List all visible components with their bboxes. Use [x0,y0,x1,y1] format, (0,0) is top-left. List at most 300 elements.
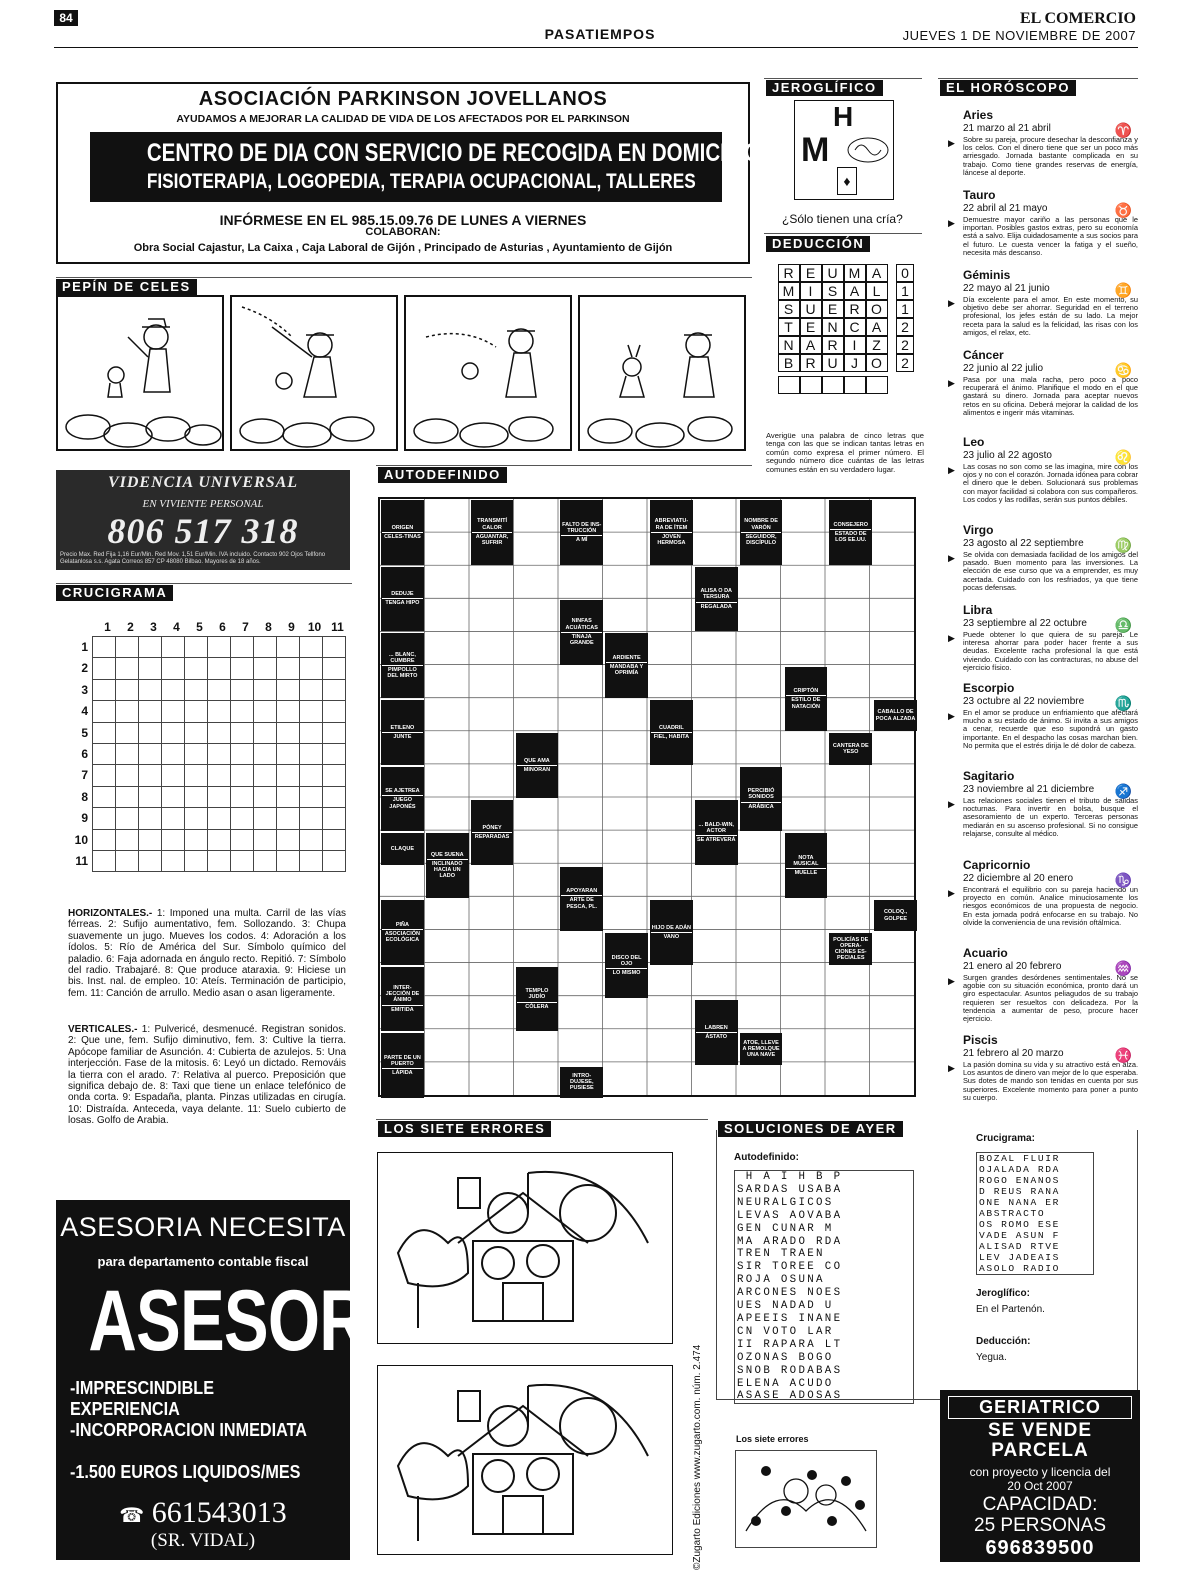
crucigrama-cell[interactable] [116,637,139,658]
clue-text: SEGUIDOR, DISCÍPULO [741,532,782,547]
clue-text: FIEL, HABITA [651,732,692,741]
deduccion-letter: E [800,318,822,336]
deduccion-letter: O [866,354,888,372]
autodefinido-clue [829,933,872,964]
crucigrama-cell[interactable] [231,786,254,807]
deduccion-letter: A [800,336,822,354]
sol-autodefinido-row: SNOB RODABAS [737,1364,843,1377]
crucigrama-cell[interactable] [300,679,323,700]
clue-text: ARÁBICA [741,802,782,811]
sol-autodefinido-row: ELENA ACUDO [737,1377,834,1390]
crucigrama-cell[interactable] [300,722,323,743]
crucigrama-cell[interactable] [208,808,231,829]
crucigrama-cell[interactable] [93,850,116,871]
crucigrama-cell[interactable] [162,701,185,722]
crucigrama-cell[interactable] [277,658,300,679]
clue-text: CABALLO DE POCA ALZADA [875,709,916,722]
crucigrama-cell[interactable] [300,850,323,871]
crucigrama-cell[interactable] [300,637,323,658]
crucigrama-cell[interactable] [185,701,208,722]
crucigrama-cell[interactable] [277,637,300,658]
clue-text: CLAQUE [390,845,415,852]
crucigrama-cell[interactable] [300,786,323,807]
sol-autodefinido-row: UES NADAD U [737,1300,834,1313]
crucigrama-cell[interactable] [231,679,254,700]
crucigrama-cell[interactable] [323,722,346,743]
deduccion-letter: U [800,300,822,318]
crucigrama-cell[interactable] [208,765,231,786]
clue-text: REGALADA [696,602,737,611]
asesor-line2: para departamento contable fiscal [97,1254,309,1269]
crucigrama-cell[interactable] [116,679,139,700]
sol-crucigrama-row: D REUS RANA [979,1186,1060,1197]
crucigrama-cell[interactable] [254,743,277,764]
deduccion-letter: I [800,282,822,300]
clue-text: JUNTE [382,732,423,741]
sign-text: Demuestre mayor cariño a las personas que le importan. Posibles gastos extras, pero su economía está a salvo. Elija cuidadosamente a sus socios para el futuro. Le cuesta vencer la fatiga y el sueño, necesita más descanso. [963,215,1138,257]
sign-name: Capricornio [963,858,1031,872]
crucigrama-cell[interactable] [300,743,323,764]
crucigrama-cell[interactable] [185,808,208,829]
crucigrama-cell[interactable] [323,658,346,679]
crucigrama-cell[interactable] [323,808,346,829]
crucigrama-cell[interactable] [254,808,277,829]
crucigrama-cell[interactable] [185,637,208,658]
clue-text: VANO [651,932,692,941]
crucigrama-cell[interactable] [185,722,208,743]
crucigrama-row-label: 6 [81,747,88,761]
horoscope-sign [948,268,1138,337]
deduccion-answer-cell[interactable] [866,376,888,394]
clue-text: A MÍ [561,535,602,544]
crucigrama-cell[interactable] [116,786,139,807]
sol-crucigrama-row: VADE ASUN F [979,1230,1060,1241]
crucigrama-cell[interactable] [323,829,346,850]
autodefinido-clue [740,767,783,832]
sol-crucigrama-row: ASOLO RADIO [979,1263,1060,1274]
crucigrama-cell[interactable] [208,701,231,722]
deduccion-score: 2 [896,354,914,372]
jeroglifico-rule [764,78,922,79]
deduccion-letter: U [822,264,844,282]
crucigrama-col-label: 7 [242,620,249,634]
sign-dates: 23 octubre al 22 noviembre [963,696,1085,707]
deduccion-letter: I [844,336,866,354]
crucigrama-cell[interactable] [277,808,300,829]
deduccion-heading: DEDUCCIÓN [766,236,870,252]
autodefinido-clue [471,500,514,565]
jeroglifico-question: ¿Sólo tienen una cría? [782,212,903,226]
comic-strip [56,295,746,453]
errores-rule [376,1119,708,1120]
sign-dates: 23 agosto al 22 septiembre [963,538,1084,549]
deduccion-letter: N [822,318,844,336]
sign-dates: 21 marzo al 21 abril [963,123,1051,134]
sign-text: Día excelente para el amor. En este momento, su objetivo debe ser ahorrar. Seguridad en el terreno profesional, los jefes están de su lado. La mejor receta para la salud es la felicidad, las risas con los amigos, el relax, etc. [963,295,1138,337]
crucigrama-cell[interactable] [139,743,162,764]
crucigrama-cell[interactable] [162,829,185,850]
crucigrama-cell[interactable] [323,765,346,786]
sol-autodefinido-row: ROJA OSUNA [737,1274,825,1287]
autodefinido-clue [829,500,872,565]
sign-dates: 22 junio al 22 julio [963,363,1044,374]
crucigrama-cell[interactable] [162,722,185,743]
crucigrama-cell[interactable] [139,658,162,679]
crucigrama-cell[interactable] [116,743,139,764]
crucigrama-cell[interactable] [300,829,323,850]
deduccion-rule [764,233,922,234]
deduccion-letter: L [866,282,888,300]
horoscope-sign [948,348,1138,417]
crucigrama-cell[interactable] [185,850,208,871]
sign-text: La pasión domina su vida y su atractivo está en alza. Los asuntos de dinero van mejor de lo que esperaba. Sus dotes de mando son tenidas en cuenta por sus superiores. Excelente momento para poner a punto su cuerpo. [963,1060,1138,1102]
crucigrama-cell[interactable] [277,722,300,743]
autodefinido-clue [650,900,693,965]
crucigrama-cell[interactable] [254,765,277,786]
clue-text: CÓLERA [517,1002,558,1011]
crucigrama-cell[interactable] [93,637,116,658]
crucigrama-cell[interactable] [231,743,254,764]
crucigrama-cell[interactable] [139,786,162,807]
crucigrama-cell[interactable] [185,679,208,700]
crucigrama-cell[interactable] [139,808,162,829]
asesor-phone: 661543013 [151,1496,287,1529]
sign-dates: 22 mayo al 21 junio [963,283,1050,294]
crucigrama-cell[interactable] [254,658,277,679]
sol-autodefinido-row: APEEIS INANE [737,1312,843,1325]
crucigrama-cell[interactable] [116,658,139,679]
zodiac-icon: ♏ [1114,695,1132,711]
autodefinido-clue [381,900,424,965]
crucigrama-cell[interactable] [323,679,346,700]
crucigrama-cell[interactable] [185,829,208,850]
crucigrama-cell[interactable] [254,679,277,700]
deduccion-letter: R [778,264,800,282]
crucigrama-cell[interactable] [116,701,139,722]
crucigrama-horizontales [68,908,346,999]
ad-sponsors: Obra Social Cajastur, La Caixa , Caja Laboral de Gijón , Principado de Asturias , Ayuntamiento de Gijón [133,242,673,254]
crucigrama-cell[interactable] [208,722,231,743]
crucigrama-cell[interactable] [185,786,208,807]
clue-text: ARTE DE PESCA, PL. [561,895,602,910]
crucigrama-cell[interactable] [231,722,254,743]
ger-l4: con proyecto y licencia del [969,1465,1111,1479]
crucigrama-cell[interactable] [208,829,231,850]
deduccion-letter: A [866,318,888,336]
horoscope-sign [948,603,1138,672]
crucigrama-cell[interactable] [139,829,162,850]
autodefinido-clue [650,500,693,565]
deduccion-score: 0 [896,264,914,282]
crucigrama-col-label: 9 [288,620,295,634]
crucigrama-cell[interactable] [277,765,300,786]
crucigrama-col-label: 1 [104,620,111,634]
zodiac-icon: ♋ [1114,362,1132,378]
crucigrama-cell[interactable] [300,701,323,722]
clue-text: JOVEN HERMOSA [651,532,692,547]
deduccion-answer-cell[interactable] [778,376,800,394]
clue-text: PERCIBIÓ SONIDOS [747,788,775,801]
autodefinido-clue [695,1000,738,1065]
sol-autodefinido-row: II RAPARA LT [737,1338,843,1351]
horoscope-sign [948,108,1138,177]
crucigrama-cell[interactable] [300,658,323,679]
crucigrama-cell[interactable] [139,850,162,871]
crucigrama-cell[interactable] [231,808,254,829]
crucigrama-cell[interactable] [162,786,185,807]
crucigrama-cell[interactable] [162,808,185,829]
crucigrama-cell[interactable] [93,679,116,700]
horizontales-text: 1: Imponed una multa. Carril de las vías férreas. 2: Sufijo aumentativo, fem. Sollozando. 3: Chupa suavemente un jugo. Mueves los codos. 4: Adoración a los ídolos. 5: Río de América del Sur. Símbolo químico del paladio. 6: Faja adornada en ángulo recto. Repitió. 7: Símbolo del radio. Trabajaré. 8: Que produce ataraxia. 9: Hiciese un bis. Inst. nal. de empleo. 10: Ateís. Terminación de participio, fem. 11: Canción de arrullo. Medio asan o asan ligeramente. [68,908,346,999]
zodiac-icon: ♎ [1114,617,1132,633]
sign-dates: 22 diciembre al 20 enero [963,873,1074,884]
sign-dates: 21 enero al 20 febrero [963,961,1062,972]
clue-text: CELES-TINAS [382,532,423,541]
crucigrama-row-label: 5 [81,725,88,740]
crucigrama-cell[interactable] [116,850,139,871]
crucigrama-cell[interactable] [139,679,162,700]
crucigrama-cell[interactable] [93,701,116,722]
crucigrama-cell[interactable] [116,722,139,743]
ad-title: ASOCIACIÓN PARKINSON JOVELLANOS [198,88,608,110]
clue-text: NOTA MUSICAL [793,854,819,868]
crucigrama-cell[interactable] [93,765,116,786]
sign-text: Pasa por una mala racha, pero poco a poco recuperará el ánimo. Planifique el modo en el que gastará su dinero. Jornada para aceptar nuevos retos en su oficina. Deberá mejorar la calidad de los alimentos e ingerir más vitaminas. [963,375,1138,417]
crucigrama-cell[interactable] [277,743,300,764]
asesor-phone-line [56,1496,350,1530]
header-rule [54,47,1138,48]
crucigrama-cell[interactable] [93,786,116,807]
horoscope-sign [948,188,1138,257]
zodiac-icon: ♑ [1114,872,1132,888]
soluciones-heading: SOLUCIONES DE AYER [718,1121,903,1137]
ad-subtitle: AYUDAMOS A MEJORAR LA CALIDAD DE VIDA DE LOS AFECTADOS POR EL PARKINSON [176,113,630,125]
autodefinido-clue [381,833,424,864]
zodiac-icon: ♊ [1114,282,1132,298]
clue-text: SE AJETREA [385,788,420,795]
crucigrama-heading: CRUCIGRAMA [56,585,173,601]
verticales-label: VERTICALES.- [68,1024,138,1035]
crucigrama-cell[interactable] [300,765,323,786]
crucigrama-cell[interactable] [93,808,116,829]
clue-text: INTER-JECCIÓN DE ÁNIMO [385,985,420,1004]
sign-text: Surgen grandes desórdenes sentimentales. No se agobie con su situación económica, pronto dará un giro espectacular. Asuntos peliagudos de su trabajo requieren ser resueltos con delicadeza. Por la tendencia a aumentar de peso, procure hacer ejercicio. [963,973,1138,1024]
crucigrama-row-label: 4 [81,704,88,719]
crucigrama-cell[interactable] [323,701,346,722]
videncia-subtitle: EN VIVIENTE PERSONAL [142,498,264,510]
clue-text: EMITIDA [382,1005,423,1014]
crucigrama-cell[interactable] [162,658,185,679]
crucigrama-cell[interactable] [277,829,300,850]
crucigrama-cell[interactable] [139,701,162,722]
sol-autodefinido-row: ASASE ADOSAS [737,1390,843,1403]
crucigrama-cell[interactable] [277,850,300,871]
crucigrama-cell[interactable] [162,743,185,764]
deduccion-answer-cell[interactable] [822,376,844,394]
sign-text: Las cosas no son como se las imagina, mire con los ojos y no con el corazón. Jornada idónea para cobrar el dinero que le deben. Solucionará sus problemas con mayor facilidad si colabora con sus compañeros. Los codos y las rodillas, serán sus puntos débiles. [963,462,1138,504]
sol-autodefinido-row: CN VOTO LAR [737,1325,834,1338]
sol-jeroglifico-answer: En el Partenón. [976,1304,1045,1315]
sign-dates: 21 febrero al 20 marzo [963,1048,1064,1059]
deduccion-letter: R [844,300,866,318]
crucigrama-cell[interactable] [139,722,162,743]
crucigrama-cell[interactable] [254,786,277,807]
crucigrama-cell[interactable] [162,679,185,700]
clue-text: MUELLE [786,868,827,877]
crucigrama-cell[interactable] [231,658,254,679]
autodefinido-grid [380,499,914,1095]
autodefinido-clue [605,933,648,998]
crucigrama-cell[interactable] [116,808,139,829]
crucigrama-col-label: 5 [196,620,203,634]
sign-name: Tauro [963,188,996,202]
autodefinido-clue [874,700,917,731]
clue-text: TRANSMITÍ CALOR [477,518,508,531]
videncia-ad [56,470,350,570]
sol-crucigrama-row: ABSTRACTO [979,1208,1046,1219]
crucigrama-cell[interactable] [162,765,185,786]
asesor-req2: -INCORPORACION INMEDIATA [70,1420,307,1440]
horoscopo-heading: EL HORÓSCOPO [940,80,1076,96]
parkinson-ad [56,82,761,264]
clue-text: ATOE, LLEVE A REMOLQUE UNA NAVE [742,1039,780,1059]
crucigrama-cell[interactable] [254,722,277,743]
sol-crucigrama-row: OJALADA RDA [979,1164,1060,1175]
comic-panel-1 [56,295,224,451]
clue-text: PIMPOLLO DEL MIRTO [382,665,423,680]
ad-colaboran: COLABORAN: [365,226,441,238]
horoscope-sign [948,435,1138,504]
jeroglifico-m: M [801,131,830,169]
autodefinido-clue [516,967,559,1032]
issue-date: JUEVES 1 DE NOVIEMBRE DE 2007 [902,28,1136,43]
crucigrama-cell[interactable] [185,765,208,786]
asesor-ad [56,1200,367,1560]
clue-text: ORIGEN [391,524,414,531]
sol-autodefinido-row: SARDAS USABA [737,1183,843,1196]
deduccion-answer-cell[interactable] [844,376,866,394]
jeroglifico-heading: JEROGLÍFICO [766,80,883,96]
autodefinido-clue [381,567,424,632]
videncia-title: VIDENCIA UNIVERSAL [107,474,299,491]
crucigrama-cell[interactable] [185,658,208,679]
crucigrama-cell[interactable] [231,829,254,850]
crucigrama-cell[interactable] [162,850,185,871]
deduccion-letter: S [822,282,844,300]
autodefinido-clue [605,633,648,698]
sign-name: Aries [963,108,994,122]
crucigrama-cell[interactable] [93,743,116,764]
crucigrama-cell[interactable] [300,808,323,829]
crucigrama-cell[interactable] [231,765,254,786]
clue-text: NOMBRE DE VARÓN [744,518,778,531]
clue-text: APOYARAN [566,888,598,895]
crucigrama-cell[interactable] [208,743,231,764]
sign-text: Sobre su pareja, procure desechar la desconfianza y los celos. Con el dinero tiene que ser un poco más arriesgado. Jornada bastante complicada en su trabajo. Como tiene grandes reservas de energía, láncese al deporte. [963,135,1138,177]
clue-text: PIÑA [395,921,409,928]
crucigrama-cell[interactable] [139,765,162,786]
deduccion-answer-cell[interactable] [800,376,822,394]
sol-crucigrama-row: LEV JADEAIS [979,1252,1060,1263]
crucigrama-cell[interactable] [93,829,116,850]
crucigrama-cell[interactable] [208,786,231,807]
deduccion-score: 2 [896,336,914,354]
sol-autodefinido-row: ARCONES NOES [737,1287,843,1300]
clue-text: NINFAS ACUÁTICAS [565,618,598,631]
crucigrama-cell[interactable] [231,701,254,722]
crucigrama-col-label: 8 [265,620,272,634]
crucigrama-cell[interactable] [254,829,277,850]
sign-name: Sagitario [963,769,1015,783]
crucigrama-cell[interactable] [208,637,231,658]
deduccion-letter: E [800,264,822,282]
asesor-req3: -1.500 EUROS LIQUIDOS/MES [70,1462,301,1482]
crucigrama-row-label: 1 [81,640,88,654]
autodefinido-clue [381,967,424,1032]
crucigrama-cell[interactable] [162,637,185,658]
clue-text: SE ATREVERÁ [696,836,736,843]
autodefinido-clue [740,1033,783,1064]
clue-text: JUEGO JAPONÉS [382,795,423,810]
crucigrama-cell[interactable] [231,850,254,871]
crucigrama-cell[interactable] [254,701,277,722]
crucigrama-cell[interactable] [208,658,231,679]
newspaper-name: EL COMERCIO [1019,10,1136,27]
crucigrama-cell[interactable] [93,722,116,743]
sol-autodefinido-row: SIR TOREE CO [737,1261,843,1274]
ger-l7: 25 PERSONAS [974,1515,1106,1536]
crucigrama-cell[interactable] [116,765,139,786]
crucigrama-cell[interactable] [254,850,277,871]
horizontales-label: HORIZONTALES.- [68,908,153,919]
videncia-fine-print: Precio Max. Red Fija 1,16 Eur/Min. Red Mov. 1,51 Eur/Min. IVA incluido. Contacto 902 Ojos Tellfono Gelatanlosa s.s. Agata Correos 857 CP 48080 Bilbao. Mayores de 18 años. [60,552,326,565]
sol-jeroglifico-label: Jeroglífico: [976,1288,1030,1299]
horoscope-sign [948,523,1138,592]
verticales-text: 1: Pulvericé, desmenucé. Registran sonidos. 2: Que une, fem. Sufijo diminutivo, fem. 3: Cultive la tierra. Apócope familiar de Asunción. 4: Cubierta de azulejos. 5: Una interjección. Fase de la mitosis. 6: Leyó un dictado. Remováis la tierra con el arado. 7: Relativa al puerco. Preposición que significa debajo de. 8: Taxi que tiene un enlace telefónico de onda corta. 9: Espadaña, planta. Pinzas utilizadas en cirugía. 10: Distraída. Anteceda, vaya delante. 11: Suelo cubierto de losas. Golfo de Arabia. [68,1024,346,1127]
crucigrama-cell[interactable] [208,679,231,700]
crucigrama-cell[interactable] [277,701,300,722]
arrow-icon: ▶ [948,298,955,308]
crucigrama-cell[interactable] [116,829,139,850]
crucigrama-cell[interactable] [277,786,300,807]
errores-heading: LOS SIETE ERRORES [378,1121,551,1137]
autodefinido-clue [695,800,738,865]
clue-text: ALISA O DA TERSURA [700,588,733,601]
crucigrama-cell[interactable] [323,786,346,807]
crucigrama-cell[interactable] [323,637,346,658]
arrow-icon: ▶ [948,976,955,986]
crucigrama-cell[interactable] [231,637,254,658]
sign-name: Libra [963,603,993,617]
crucigrama-cell[interactable] [139,637,162,658]
ad-banner-line2: FISIOTERAPIA, LOGOPEDIA, TERAPIA OCUPACIONAL, TALLERES [146,170,696,193]
ad-info: INFÓRMESE EN EL 985.15.09.76 DE LUNES A VIERNES [219,212,587,228]
deduccion-letter: T [778,318,800,336]
deduccion-letter: O [866,300,888,318]
crucigrama-cell[interactable] [323,743,346,764]
autodefinido-clue [560,1067,603,1098]
clue-text: COLOQ., GOLPEE [883,909,908,922]
asesor-contact: (SR. VIDAL) [150,1530,256,1551]
ad-banner-line1: CENTRO DE DIA CON SERVICIO DE RECOGIDA EN DOMICILIO [146,139,761,167]
crucigrama-cell[interactable] [93,658,116,679]
asesor-line1: ASESORIA NECESITA [60,1212,346,1242]
crucigrama-cell[interactable] [277,679,300,700]
crucigrama-cell[interactable] [208,850,231,871]
crucigrama-cell[interactable] [254,637,277,658]
crucigrama-cell[interactable] [185,743,208,764]
crucigrama-cell[interactable] [323,850,346,871]
